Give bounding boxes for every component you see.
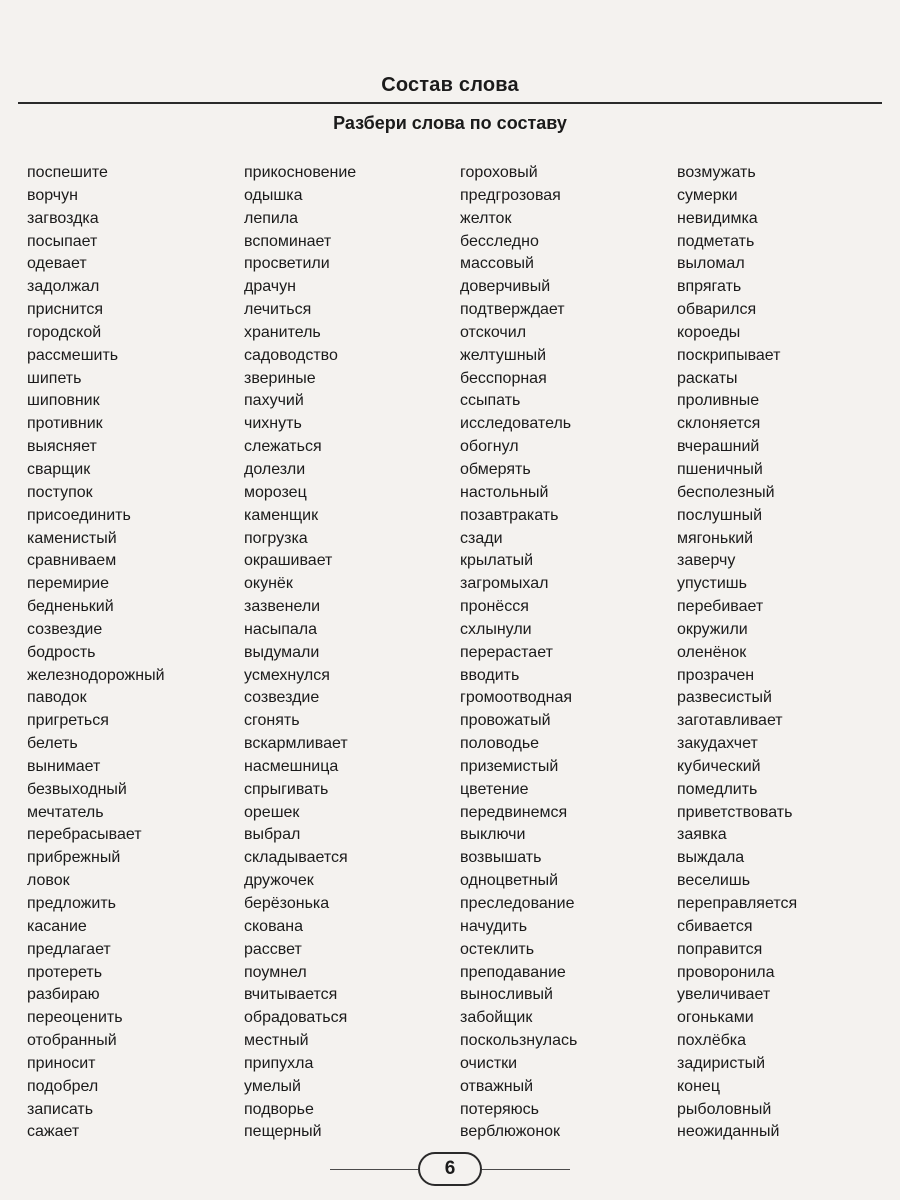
word-item: безвыходный [27, 780, 127, 798]
word-item: преследование [460, 895, 575, 912]
word-item: просветили [244, 255, 330, 273]
word-item: скована [244, 917, 304, 935]
word-item: приснится [27, 301, 104, 319]
word-item: подобрел [27, 1077, 99, 1095]
word-item: перемирие [27, 575, 110, 593]
word-item: поспешите [27, 164, 108, 181]
word-item: железнодорожный [27, 666, 165, 684]
word-item: переправляется [677, 895, 798, 912]
word-item: драчун [244, 278, 296, 296]
word-item: поскользнулась [460, 1032, 578, 1050]
word-item: желток [460, 209, 512, 227]
word-item: шиповник [27, 392, 100, 410]
word-item: загвоздка [27, 209, 99, 227]
word-item: заверчу [677, 552, 736, 570]
word-item: белеть [27, 735, 78, 753]
word-item: бесследно [460, 232, 539, 250]
word-item: чихнуть [244, 415, 302, 433]
word-item: возвышать [460, 849, 542, 867]
word-item: поумнел [244, 963, 307, 981]
word-item: веселишь [677, 872, 751, 890]
word-item: перебивает [677, 598, 764, 616]
section-title: Состав слова [381, 74, 519, 96]
word-item: ворчун [27, 186, 78, 204]
word-item: паводок [27, 689, 87, 707]
word-item: отскочил [460, 323, 527, 341]
word-item: вчерашний [677, 438, 760, 456]
word-item: цветение [460, 780, 529, 798]
word-item: выносливый [460, 986, 553, 1004]
word-item: мечтатель [27, 803, 104, 821]
word-item: бесспорная [460, 369, 547, 387]
word-item: городской [27, 323, 102, 341]
word-item: спрыгивать [244, 780, 329, 798]
word-item: посыпает [27, 232, 98, 250]
word-item: пещерный [244, 1123, 322, 1141]
word-item: подворье [244, 1100, 314, 1118]
footer-line-right [482, 1169, 570, 1170]
word-item: отобранный [27, 1032, 117, 1050]
word-item: ловок [27, 872, 70, 890]
word-item: записать [27, 1100, 94, 1118]
word-item: выбрал [244, 826, 301, 844]
word-item: заявка [677, 826, 727, 844]
word-item: прозрачен [677, 666, 755, 684]
word-item: сгонять [244, 712, 300, 730]
word-item: обварился [677, 301, 757, 319]
word-item: поступок [27, 483, 93, 501]
word-item: бодрость [27, 643, 96, 661]
word-item: рыболовный [677, 1100, 772, 1118]
word-item: вскармливает [244, 735, 348, 753]
word-item: приносит [27, 1054, 96, 1072]
word-item: прибрежный [27, 849, 121, 867]
word-item: настольный [460, 483, 549, 501]
word-column-1 [27, 162, 165, 1144]
word-item: вынимает [27, 757, 101, 775]
word-item: окунёк [244, 575, 293, 593]
word-item: обмерять [460, 460, 531, 478]
word-item: ссыпать [460, 392, 521, 410]
word-item: лепила [244, 209, 299, 227]
word-item: вчитывается [244, 986, 338, 1004]
word-item: громоотводная [460, 689, 573, 707]
word-item: звериные [244, 369, 316, 387]
task-instruction: Разбери слова по составу [333, 113, 567, 133]
word-item: заготавливает [677, 712, 783, 730]
word-item: перебрасывает [27, 826, 142, 844]
word-item: насмешница [244, 757, 339, 775]
word-item: массовый [460, 255, 534, 273]
word-item: предложить [27, 895, 116, 912]
word-item: невидимка [677, 209, 758, 227]
word-item: поправится [677, 940, 763, 958]
word-column-3 [460, 162, 577, 1144]
word-item: предлагает [27, 940, 111, 958]
word-item: позавтракать [460, 506, 559, 524]
word-item: кубический [677, 757, 761, 775]
word-item: одевает [27, 255, 87, 273]
word-item: пронёсся [460, 598, 529, 616]
word-item: шипеть [27, 369, 82, 387]
word-item: короеды [677, 323, 741, 341]
word-item: помедлить [677, 780, 758, 798]
word-item: сажает [27, 1123, 80, 1141]
word-item: созвездие [244, 689, 320, 707]
word-item: загромыхал [460, 575, 549, 593]
word-item: сбивается [677, 917, 753, 935]
word-item: созвездие [27, 620, 103, 638]
word-item: очистки [460, 1054, 518, 1072]
word-item: окрашивает [244, 552, 333, 570]
word-item: одноцветный [460, 872, 559, 890]
word-item: исследователь [460, 415, 572, 433]
word-item: гороховый [460, 164, 538, 181]
word-item: одышка [244, 186, 303, 204]
word-item: припухла [244, 1054, 314, 1072]
word-item: доверчивый [460, 278, 551, 296]
word-item: подметать [677, 232, 755, 250]
word-item: присоединить [27, 506, 131, 524]
word-item: каменистый [27, 529, 117, 547]
word-item: проворонила [677, 963, 775, 981]
word-item: окружили [677, 620, 748, 638]
word-item: огоньками [677, 1009, 754, 1027]
word-item: пшеничный [677, 460, 763, 478]
word-item: поскрипывает [677, 346, 781, 364]
word-item: выждала [677, 849, 745, 867]
word-item: передвинемся [460, 803, 568, 821]
word-item: раскаты [677, 369, 738, 387]
word-item: протереть [27, 963, 103, 981]
word-item: верблюжонок [460, 1123, 561, 1141]
word-item: перерастает [460, 643, 553, 661]
word-item: начудить [460, 917, 528, 935]
word-item: склоняется [677, 415, 761, 433]
word-item: переоценить [27, 1009, 123, 1027]
word-item: усмехнулся [244, 666, 330, 684]
word-item: разбираю [27, 986, 100, 1004]
word-item: обрадоваться [244, 1009, 348, 1027]
word-item: выясняет [27, 438, 97, 456]
word-item: выключи [460, 826, 526, 844]
word-column-2 [244, 162, 356, 1144]
word-item: неожиданный [677, 1123, 780, 1141]
word-item: бедненький [27, 598, 114, 616]
word-item: провожатый [460, 712, 551, 730]
word-item: отважный [460, 1077, 534, 1095]
word-item: закудахчет [677, 735, 758, 753]
word-item: умелый [244, 1077, 301, 1095]
word-item: впрягать [677, 278, 742, 296]
word-item: вспоминает [244, 232, 332, 250]
word-item: упустишь [677, 575, 747, 593]
word-item: обогнул [460, 438, 519, 456]
word-item: возмужать [677, 164, 756, 181]
word-item: хранитель [244, 323, 321, 341]
word-item: потеряюсь [460, 1100, 539, 1118]
word-item: сумерки [677, 186, 738, 204]
word-item: местный [244, 1032, 309, 1050]
word-item: дружочек [244, 872, 314, 890]
word-item: рассмешить [27, 346, 119, 364]
word-item: сзади [460, 529, 503, 547]
word-item: выдумали [244, 643, 320, 661]
word-item: преподавание [460, 963, 566, 981]
word-columns [0, 162, 900, 1152]
word-item: крылатый [460, 552, 534, 570]
word-item: оленёнок [677, 643, 747, 661]
word-item: рассвет [244, 940, 302, 958]
word-item: зазвенели [244, 598, 321, 616]
word-item: берёзонька [244, 895, 330, 912]
word-item: орешек [244, 803, 300, 821]
word-item: лечиться [244, 301, 312, 319]
word-item: вводить [460, 666, 520, 684]
word-item: пригреться [27, 712, 109, 730]
word-item: приветствовать [677, 803, 793, 821]
word-item: мягонький [677, 529, 754, 547]
word-item: морозец [244, 483, 307, 501]
word-item: задолжал [27, 278, 100, 296]
word-item: противник [27, 415, 103, 433]
word-item: слежаться [244, 438, 322, 456]
word-item: долезли [244, 460, 306, 478]
word-item: послушный [677, 506, 763, 524]
word-item: садоводство [244, 346, 338, 364]
word-item: прикосновение [244, 164, 357, 181]
word-item: бесполезный [677, 483, 775, 501]
word-item: развесистый [677, 689, 772, 707]
page-number: 6 [418, 1152, 482, 1186]
word-item: половодье [460, 735, 540, 753]
word-item: подтверждает [460, 301, 565, 319]
header-divider [18, 102, 882, 104]
word-item: схлынули [460, 620, 532, 638]
word-item: забойщик [460, 1009, 533, 1027]
word-item: выломал [677, 255, 745, 273]
word-item: каменщик [244, 506, 319, 524]
word-item: погрузка [244, 529, 308, 547]
word-item: предгрозовая [460, 186, 561, 204]
word-item: сравниваем [27, 552, 117, 570]
word-item: приземистый [460, 757, 559, 775]
word-item: насыпала [244, 620, 318, 638]
word-item: сварщик [27, 460, 91, 478]
word-column-4 [677, 162, 797, 1144]
footer-line-left [330, 1169, 418, 1170]
word-item: увеличивает [677, 986, 771, 1004]
word-item: проливные [677, 392, 760, 410]
word-item: похлёбка [677, 1032, 747, 1050]
word-item: желтушный [460, 346, 547, 364]
word-item: касание [27, 917, 87, 935]
word-item: задиристый [677, 1054, 766, 1072]
word-item: складывается [244, 849, 348, 867]
word-item: конец [677, 1077, 720, 1095]
word-item: остеклить [460, 940, 535, 958]
word-item: пахучий [244, 392, 304, 410]
